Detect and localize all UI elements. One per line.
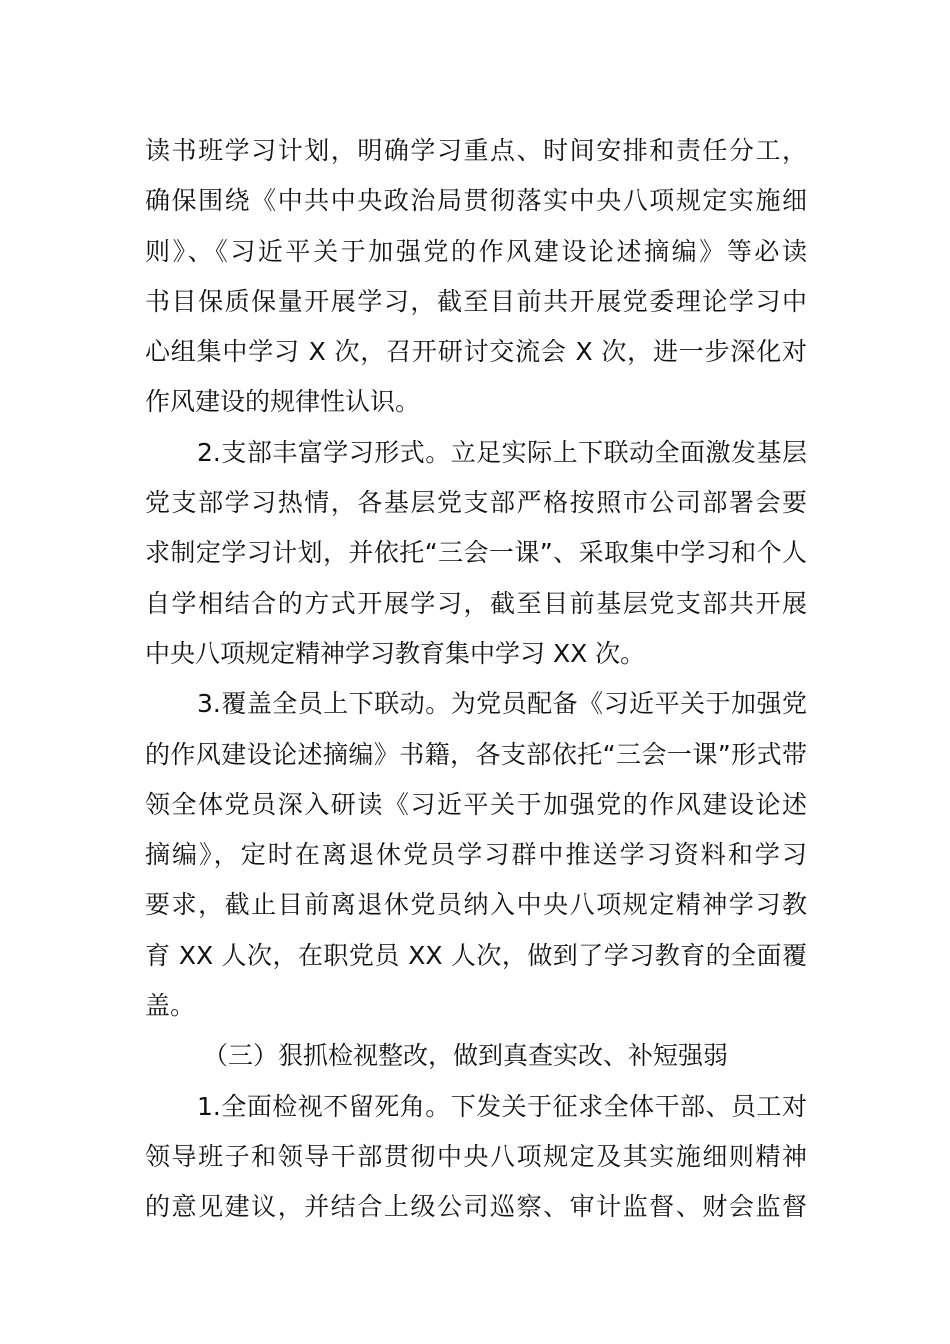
text-line: 中央八项规定精神学习教育集中学习 XX 次。 (145, 638, 646, 668)
text-line: 自学相结合的方式开展学习，截至目前基层党支部共开展 (145, 588, 807, 618)
text-line: 作风建设的规律性认识。 (145, 387, 421, 417)
text-line: 摘编》，定时在离退休党员学习群中推送学习资料和学习 (145, 840, 807, 870)
text-line: 要求，截止目前离退休党员纳入中央八项规定精神学习教 (145, 890, 807, 920)
text-line: 则》、《习近平关于加强党的作风建设论述摘编》等必读 (145, 236, 807, 266)
text-line: 心组集中学习 X 次，召开研讨交流会 X 次，进一步深化对 (145, 337, 807, 367)
text-line: 领全体党员深入研读《习近平关于加强党的作风建设论述 (145, 789, 807, 819)
document-body (145, 126, 807, 1233)
paragraph-start-line: 2.支部丰富学习形式。立足实际上下联动全面激发基层 (197, 437, 807, 467)
text-line: 领导班子和领导干部贯彻中央八项规定及其实施细则精神 (145, 1141, 807, 1171)
text-line: 党支部学习热情，各基层党支部严格按照市公司部署会要 (145, 488, 807, 518)
paragraph-start-line: 1.全面检视不留死角。下发关于征求全体干部、员工对 (197, 1091, 807, 1121)
text-line: 的意见建议，并结合上级公司巡察、审计监督、财会监督 (145, 1192, 807, 1222)
text-line: 求制定学习计划，并依托“三会一课”、采取集中学习和个人 (145, 538, 807, 568)
text-line: 书目保质保量开展学习，截至目前共开展党委理论学习中 (145, 286, 807, 316)
text-line: 的作风建设论述摘编》书籍，各支部依托“三会一课”形式带 (145, 739, 807, 769)
text-line: 育 XX 人次，在职党员 XX 人次，做到了学习教育的全面覆 (145, 940, 807, 970)
text-line: 读书班学习计划，明确学习重点、时间安排和责任分工， (145, 136, 807, 165)
text-line: 盖。 (145, 991, 196, 1021)
text-line: 确保围绕《中共中央政治局贯彻落实中央八项规定实施细 (145, 186, 807, 216)
paragraph-start-line: 3.覆盖全员上下联动。为党员配备《习近平关于加强党 (197, 689, 807, 719)
section-heading: （三）狠抓检视整改，做到真查实改、补短强弱 (203, 1041, 729, 1071)
